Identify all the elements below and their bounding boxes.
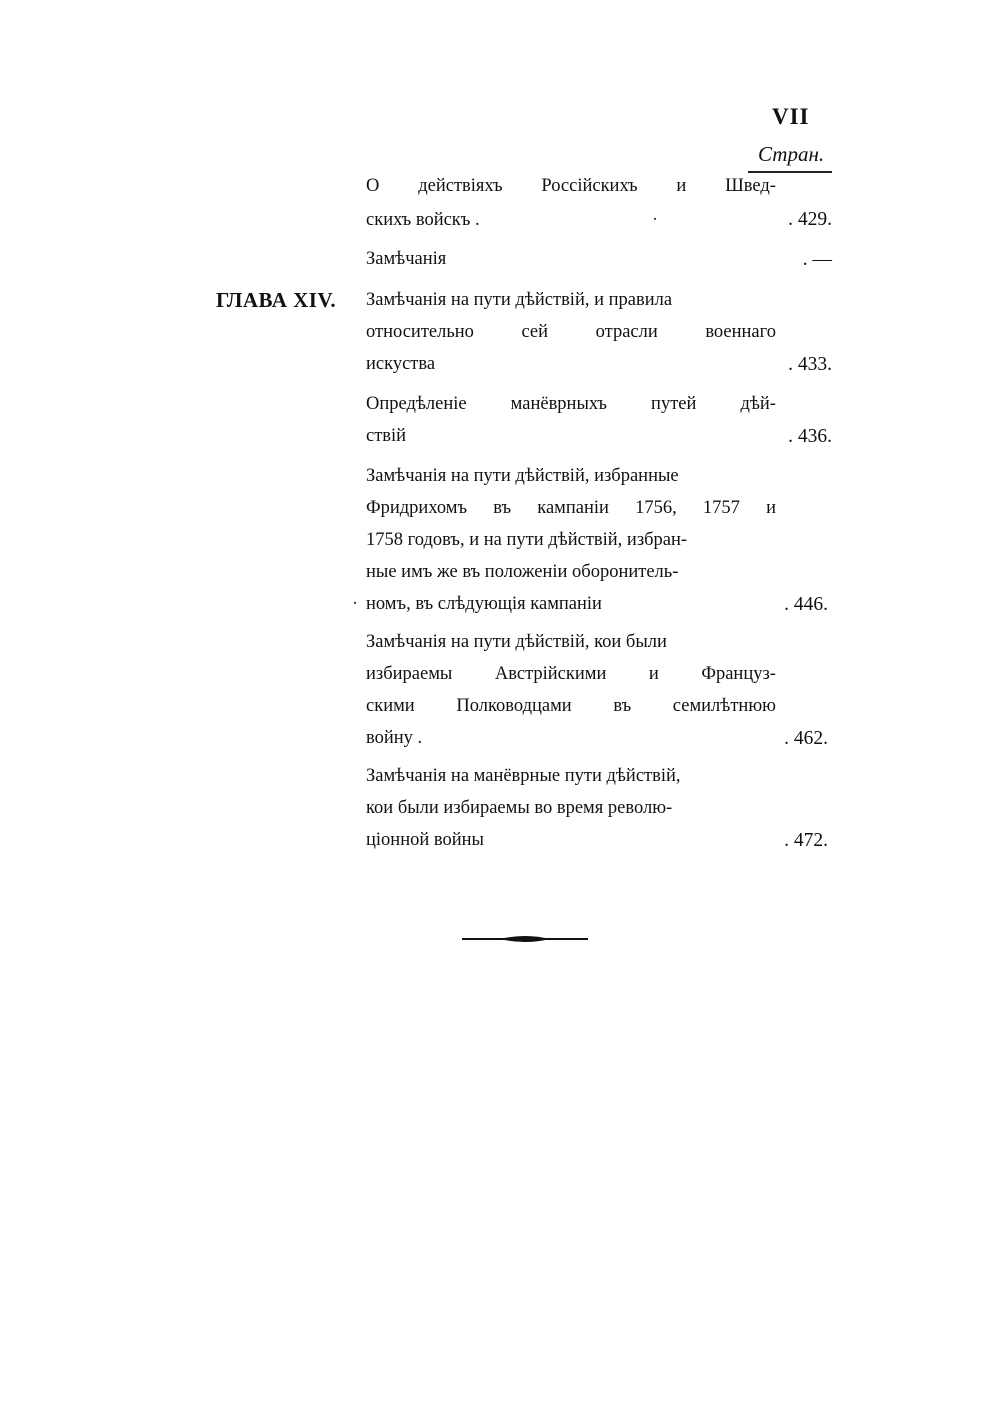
entry-page-number: . 429. [788, 209, 832, 230]
entry-line [366, 394, 776, 415]
entry-word: 1756, [635, 498, 677, 518]
entry-page-number: . 433. [788, 354, 832, 375]
entry-line [366, 176, 776, 197]
page-column-label: Стран. [758, 142, 825, 166]
column-label-underline [748, 171, 832, 173]
entry-line: ціонной войны [366, 830, 484, 850]
entry-word: въ [613, 696, 632, 716]
entry-word: манёврныхъ [510, 394, 608, 414]
entry-line: Замѣчанія на пути дѣйствій, кои были [366, 632, 667, 652]
entry-line: Замѣчанія [366, 249, 447, 269]
entry-line: кои были избираемы во время револю- [366, 798, 673, 818]
entry-word: скими [366, 696, 415, 716]
entry-word: действіяхъ [418, 176, 503, 196]
entry-line: искуства [366, 354, 436, 374]
entry-line: Замѣчанія на пути дѣйствій, избранные [366, 466, 679, 486]
entry-line: Замѣчанія на пути дѣйствій, и правила [366, 290, 673, 310]
entry-word: кампаніи [537, 498, 609, 518]
entry-word: и [676, 176, 687, 196]
entry-word: военнаго [705, 322, 776, 342]
entry-line: ствій [366, 426, 407, 446]
entry-word: относительно [366, 322, 474, 342]
entry-line [366, 664, 776, 685]
entry-word: и [766, 498, 776, 518]
entry-line: войну . [366, 728, 423, 748]
entry-word: Россійскихъ [541, 176, 638, 196]
entry-word: Австрійскими [494, 664, 607, 684]
entry-page-number: . 436. [788, 426, 832, 447]
entry-word: путей [651, 394, 697, 414]
entry-word: Полководцами [456, 696, 572, 716]
entry-line: ные имъ же въ положеніи оборонитель- [366, 562, 679, 582]
entry-word: избираемы [366, 664, 453, 684]
entry-page-number: . 472. [784, 830, 828, 851]
margin-mark: · [352, 594, 359, 614]
entry-line: Замѣчанія на манёврные пути дѣйствій, [366, 766, 681, 786]
entry-line: номъ, въ слѣдующія кампаніи [366, 594, 602, 614]
entry-word: и [648, 664, 659, 684]
end-ornament [462, 934, 588, 944]
entry-word: дѣй- [740, 394, 776, 414]
entry-line: скихъ войскъ . [366, 210, 480, 230]
entry-word: Опредѣленіе [366, 394, 467, 414]
entry-page-number: . 462. [784, 728, 828, 749]
entry-line: 1758 годовъ, и на пути дѣйствій, избран- [366, 530, 688, 550]
chapter-label: ГЛАВА XIV. [216, 288, 337, 312]
dot-mark: · [652, 210, 659, 230]
entry-word: Француз- [701, 664, 776, 684]
entry-word: О [366, 176, 380, 196]
entry-page-number: . — [802, 249, 832, 270]
entry-line [366, 498, 776, 519]
entry-page-number: . 446. [784, 594, 828, 615]
entry-line [366, 696, 776, 717]
page-number: VII [772, 104, 810, 129]
entry-word: сей [521, 322, 549, 342]
entry-word: Швед- [725, 176, 776, 196]
entry-word: въ [493, 498, 512, 518]
entry-word: отрасли [595, 322, 658, 342]
entry-word: 1757 [702, 498, 740, 518]
entry-word: семилѣтнюю [672, 696, 776, 716]
entry-word: Фридрихомъ [366, 498, 468, 518]
entry-line [366, 322, 776, 343]
